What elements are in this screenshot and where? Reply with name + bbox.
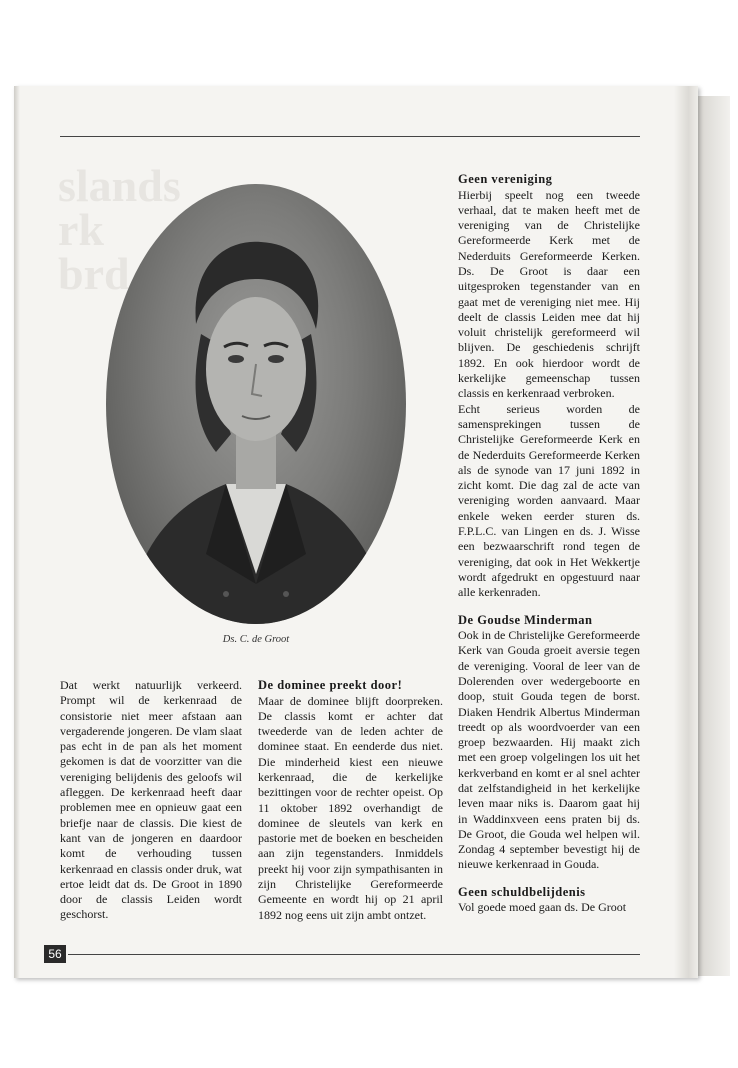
section-heading: De dominee preekt door! — [258, 678, 403, 692]
paragraph: Echt serieus worden de samensprekingen tussen de Christelijke Gereformeerde Kerk en de Nederduits Gereformeerde Kerken als de synode van 17 juni 1892 in zicht komt. Die dag zal de acte van vereniging worden aanvaard. Maar enkele weken eerder sturen ds. F.P.L.C. van Lingen en ds. J. Wisse een bezwaarschrift rond tegen de vereniging, dat ook in Het Wekkertje wordt afgedrukt en opgestuurd naar alle kerkenraden. — [458, 401, 640, 600]
paragraph: Hierbij speelt nog een tweede verhaal, dat te maken heeft met de vereniging van de Christelijke Gereformeerde Kerk met de Nederduits Gereformeerde Kerken. Ds. De Groot is daar een uitgesproken tegenstander van en gaat met de vereniging niet mee. Hij deelt de classis Leiden mee dat hij voluit christelijk gereformeerd wil blijven. De geschiedenis schrijft 1892. En ook hierdoor wordt de kerkelijke gemeenschap tussen classis en kerkenraad verbroken. — [458, 187, 640, 401]
portrait-icon — [106, 184, 406, 624]
page-number: 56 — [44, 945, 66, 963]
show-through-text: slands rk brd — [58, 160, 181, 299]
column-left — [60, 678, 242, 923]
column-right — [458, 172, 640, 916]
paragraph: Maar de dominee blijft doorpreken. De classis komt er achter dat tweederde van de leden achter de dominee staat. En eenderde dus niet. Die minderheid kiest een nieuwe kerkenraad, die de kerkelijke bezittingen voor de rechter opeist. Op 11 oktober 1892 overhandigt de dominee de sleutels van kerk en pastorie met de boeken en bescheiden aan zijn tegenstanders. Inmiddels preekt hij voor zijn sympathisanten in zijn Christelijke Gereformeerde Gemeente en wordt hij op 21 april 1892 nog eens uit zijn ambt ontzet. — [258, 693, 443, 922]
portrait-caption: Ds. C. de Groot — [222, 634, 290, 645]
top-rule — [60, 136, 640, 137]
page-curl-shadow — [674, 86, 698, 978]
paragraph: Ook in de Christelijke Gereformeerde Kerk van Gouda groeit aversie tegen de vereniging. Vooral de leer van de Dolerenden over wedergeboorte en doop, stuit Gouda tegen de borst. Diaken Hendrik Albertus Minderman treedt op als woordvoerder van een groep bezwaarden. Hij maakt zich met een groep volgelingen los uit het kerkverband en komt er al snel achter dat zelfstandigheid in het kerkelijke leven maar niks is. Daarom gaat hij in Waddinxveen eens praten bij ds. De Groot, die Gouda wel helpen wil. Zondag 4 september bevestigt hij de nieuwe kerkenraad in Gouda. — [458, 628, 640, 872]
portrait-photo — [106, 184, 406, 624]
bottom-rule — [68, 954, 640, 955]
next-page-edge — [698, 96, 730, 976]
section-heading: De Goudse Minderman — [458, 612, 593, 627]
book-page — [14, 86, 698, 978]
paragraph: Dat werkt natuurlijk verkeerd. Prompt wil de kerkenraad de consistorie niet meer afstaan aan vergaderende jongeren. De vlam slaat pas echt in de pan als het moment gekomen is dat de voorzitter van die vereniging belijdenis des geloofs wil afleggen. De kerkenraad heeft daar problemen mee en opnieuw gaat een briefje naar de classis. Die kiest de kant van de jongeren en daardoor komt de verhouding tussen kerkenraad en classis onder druk, wat ertoe leidt dat ds. De Groot in 1890 door de classis Leiden wordt geschorst. — [60, 678, 242, 922]
section-heading: Geen schuldbelijdenis — [458, 884, 586, 899]
column-middle — [258, 678, 443, 923]
section-heading: Geen vereniging — [458, 172, 553, 186]
page-gutter-shadow — [14, 86, 20, 978]
paragraph: Vol goede moed gaan ds. De Groot — [458, 900, 627, 915]
